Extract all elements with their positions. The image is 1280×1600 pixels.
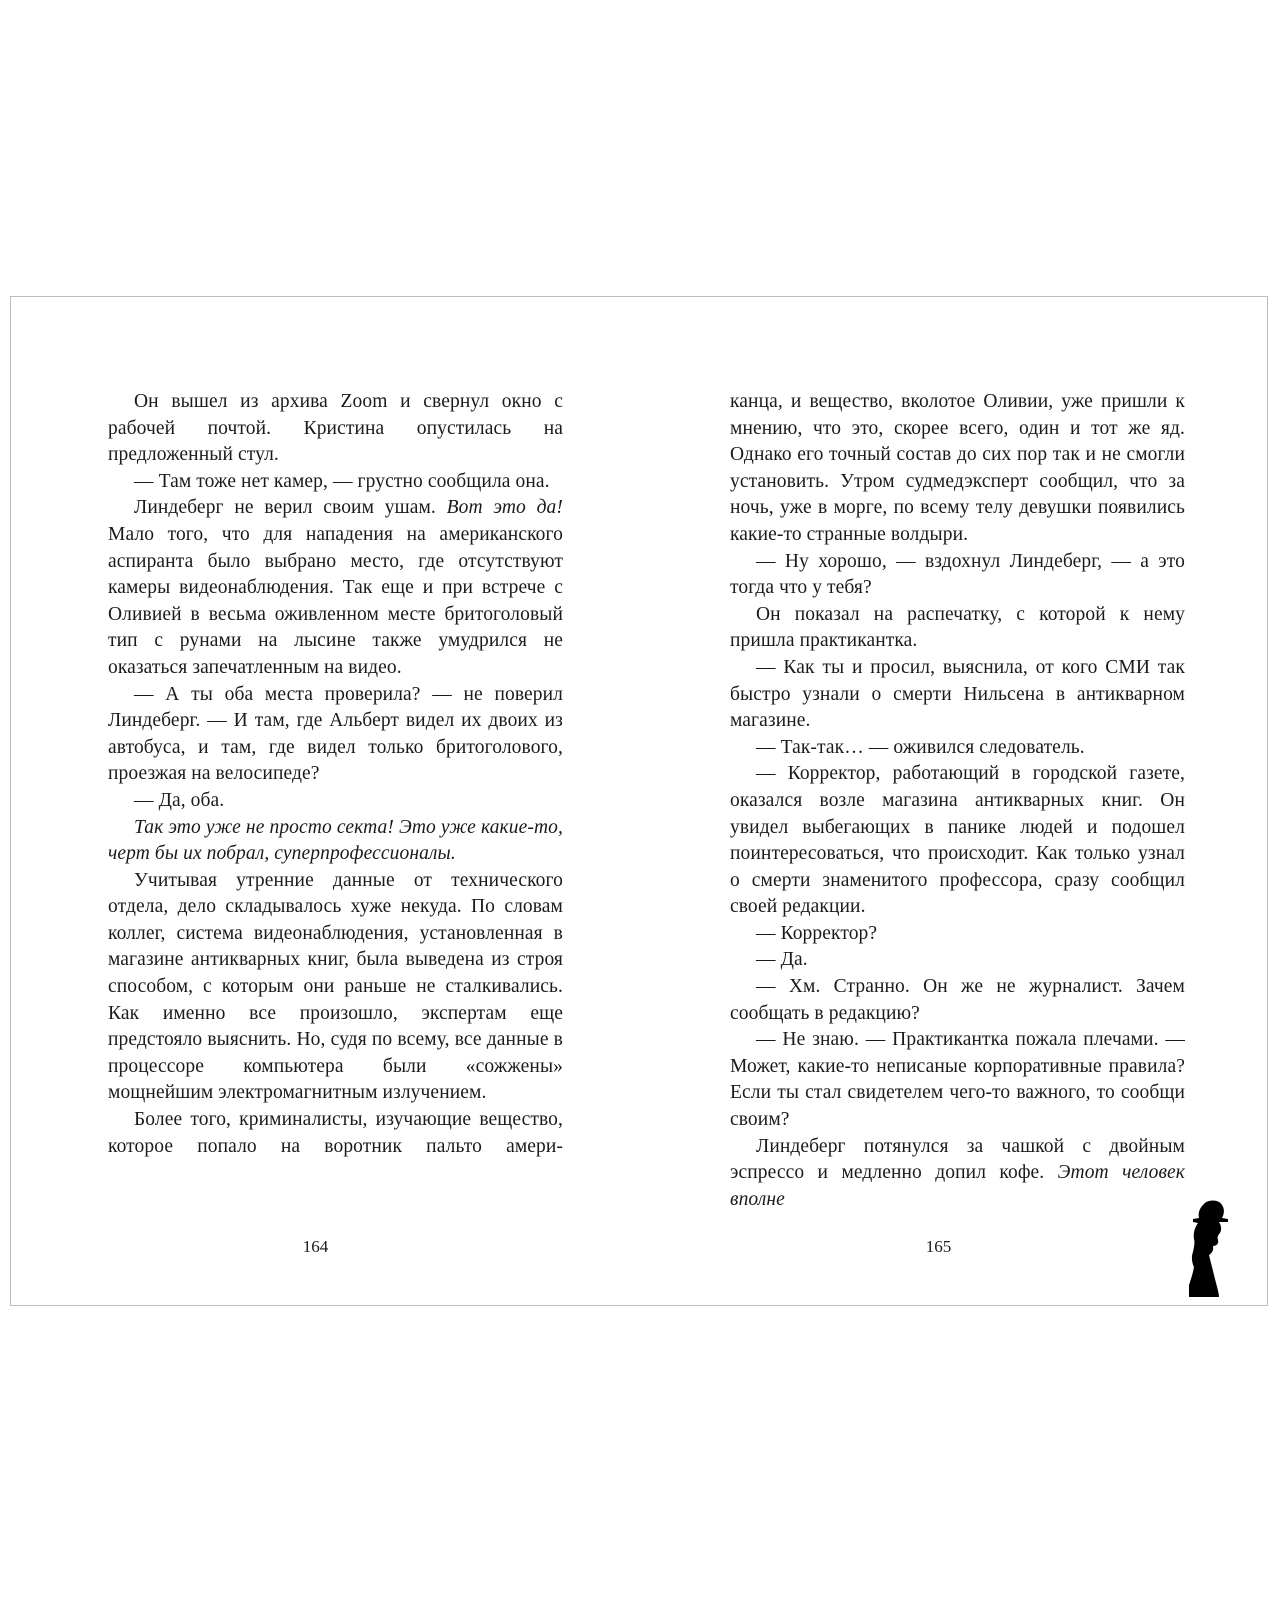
paragraph: — Да, оба. [134, 789, 225, 811]
paragraph-text: Мало того, что для нападения на американского аспиранта было выбрано место, где отсутствуют камеры видеонаблюдения. Так еще и при встрече с Оливией в весьма оживленном месте бритоголовый тип с рунами на лысине также умудрился не оказаться запечатленным на видео. [108, 523, 563, 678]
paragraph: Он показал на распечатку, с которой к нему пришла практикантка. [730, 603, 1185, 652]
paragraph: — Корректор, работающий в городской газете, оказался возле магазина антикварных книг. Он увидел выбегающих в панике людей и подошел поинтересоваться, что происходит. Как только узнал о смерти знаменитого профессора, сразу сообщил своей редакции. [730, 763, 1185, 918]
paragraph-text: Линдеберг потянулся за чашкой с двойным эспрессо и медленно допил кофе. [730, 1135, 1185, 1184]
paragraph: — Да. [756, 949, 808, 971]
paragraph: Учитывая утренние данные от технического отдела, дело складывалось хуже некуда. По словам коллег, система видеонаблюдения, установленная в магазине антикварных книг, была выведена из строя способом, с которым они раньше не сталкивались. Как именно все произошло, экспертам еще предстояло выяснить. Но, судя по всему, все данные в процессоре компьютера были «сожжены» мощнейшим электромагнитным излучением. [108, 869, 563, 1104]
italic-thought: Так это уже не просто секта! Это уже какие-то, черт бы их побрал, суперпрофессионалы. [108, 816, 563, 865]
sherlock-silhouette-icon [1189, 1197, 1229, 1297]
page-number: 164 [302, 1237, 329, 1256]
paragraph: Более того, криминалисты, изучающие вещество, которое попало на воротник пальто амери- [108, 1109, 563, 1157]
right-page [640, 297, 1269, 1305]
paragraph: — Так-так… — оживился следователь. [756, 736, 1085, 758]
paragraph: — Ну хорошо, — вздохнул Линдеберг, — а это тогда что у тебя? [730, 550, 1185, 599]
paragraph: — Как ты и просил, выяснила, от кого СМИ так быстро узнали о смерти Нильсена в антикварном магазине. [730, 656, 1185, 732]
italic-thought: Этот человек вполне [730, 1162, 1185, 1210]
paragraph: — Корректор? [756, 922, 878, 944]
page-number: 165 [925, 1237, 952, 1256]
right-page-text [730, 389, 1185, 1213]
paragraph: Он вышел из архива Zoom и свернул окно с рабочей почтой. Кристина опустилась на предложенный стул. [108, 391, 563, 466]
paragraph: канца, и вещество, вколотое Оливии, уже пришли к мнению, что это, скорее всего, один и тот же яд. Однако его точный состав до сих пор так и не смогли установить. Утром судмедэксперт сообщил, что за ночь, уже в морге, по всему телу девушки появились какие-то странные волдыри. [730, 391, 1185, 545]
paragraph [730, 1134, 1185, 1214]
italic-thought: Вот это да! [446, 497, 563, 519]
paragraph: — Хм. Странно. Он же не журналист. Зачем сообщать в редакцию? [730, 976, 1185, 1024]
paragraph: — Не знаю. — Практикантка пожала плечами. — Может, какие-то неписаные корпоративные правила? Если ты стал свидетелем чего-то важного, то сообщи своим? [730, 1029, 1185, 1131]
paragraph-text: Линдеберг не верил своим ушам. [134, 497, 436, 519]
book-spread [10, 296, 1268, 1306]
paragraph: — А ты оба места проверила? — не поверил Линдеберг. — И там, где Альберт видел их двоих из автобуса, и там, где видел только бритоголового, проезжая на велосипеде? [108, 683, 563, 785]
paragraph [108, 495, 563, 681]
left-page [11, 297, 640, 1305]
paragraph: — Там тоже нет камер, — грустно сообщила она. [134, 470, 550, 492]
left-page-text [108, 389, 563, 1160]
